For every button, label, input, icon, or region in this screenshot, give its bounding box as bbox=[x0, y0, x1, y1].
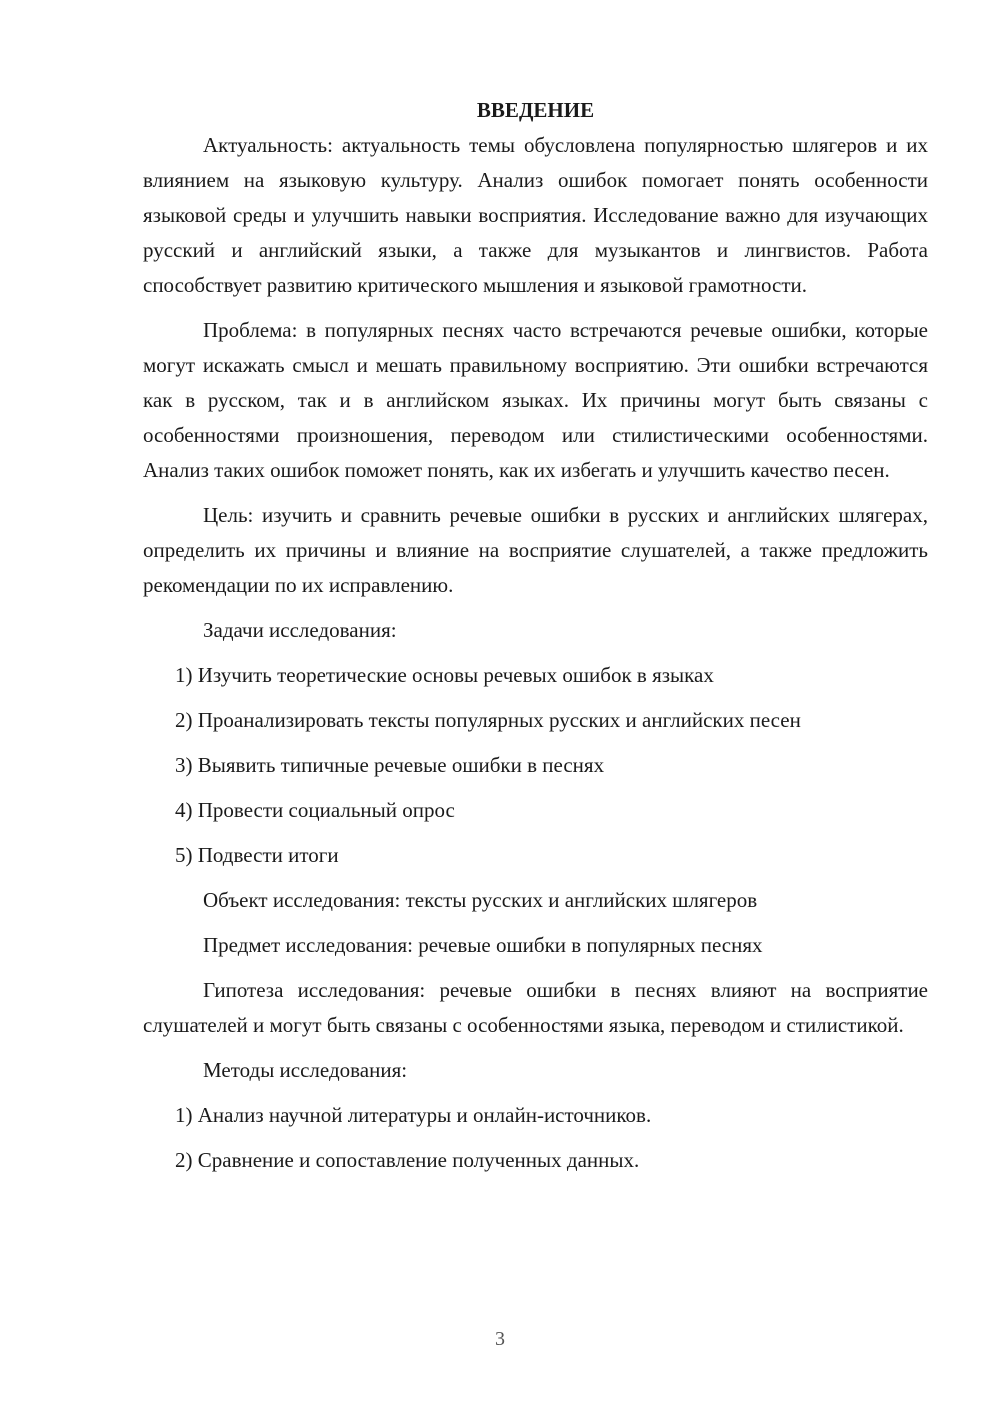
task-item: 2) Проанализировать тексты популярных русских и английских песен bbox=[175, 708, 801, 732]
task-item: 3) Выявить типичные речевые ошибки в песнях bbox=[175, 753, 605, 777]
page-number: 3 bbox=[495, 1328, 505, 1350]
methods-heading: Методы исследования: bbox=[203, 1058, 408, 1082]
method-item: 2) Сравнение и сопоставление полученных данных. bbox=[175, 1148, 640, 1172]
tasks-heading: Задачи исследования: bbox=[203, 618, 397, 642]
task-item: 1) Изучить теоретические основы речевых ошибок в языках bbox=[175, 663, 714, 687]
problem-paragraph: Проблема: в популярных песнях часто встречаются речевые ошибки, которые могут искажать смысл и мешать правильному восприятию. Эти ошибки встречаются как в русском, так и в английском языках. Их причины могут быть связаны с особенностями произношения, переводом или стилистическими особенностями. Анализ таких ошибок поможет понять, как их избегать и улучшить качество песен. bbox=[143, 318, 928, 482]
subject-line: Предмет исследования: речевые ошибки в популярных песнях bbox=[203, 933, 763, 957]
page-content bbox=[143, 92, 928, 1188]
method-item: 1) Анализ научной литературы и онлайн-источников. bbox=[175, 1103, 652, 1127]
goal-paragraph: Цель: изучить и сравнить речевые ошибки в русских и английских шлягерах, определить их причины и влияние на восприятие слушателей, а также предложить рекомендации по их исправлению. bbox=[143, 503, 928, 597]
task-item: 5) Подвести итоги bbox=[175, 843, 339, 867]
page-title: ВВЕДЕНИЕ bbox=[476, 98, 595, 122]
object-line: Объект исследования: тексты русских и английских шлягеров bbox=[203, 888, 758, 912]
task-item: 4) Провести социальный опрос bbox=[175, 798, 455, 822]
hypothesis-paragraph: Гипотеза исследования: речевые ошибки в песнях влияют на восприятие слушателей и могут быть связаны с особенностями языка, переводом и стилистикой. bbox=[143, 978, 928, 1037]
relevance-paragraph: Актуальность: актуальность темы обусловлена популярностью шлягеров и их влиянием на языковую культуру. Анализ ошибок помогает понять особенности языковой среды и улучшить навыки восприятия. Исследование важно для изучающих русский и английский языки, а также для музыкантов и лингвистов. Работа способствует развитию критического мышления и языковой грамотности. bbox=[143, 133, 928, 297]
